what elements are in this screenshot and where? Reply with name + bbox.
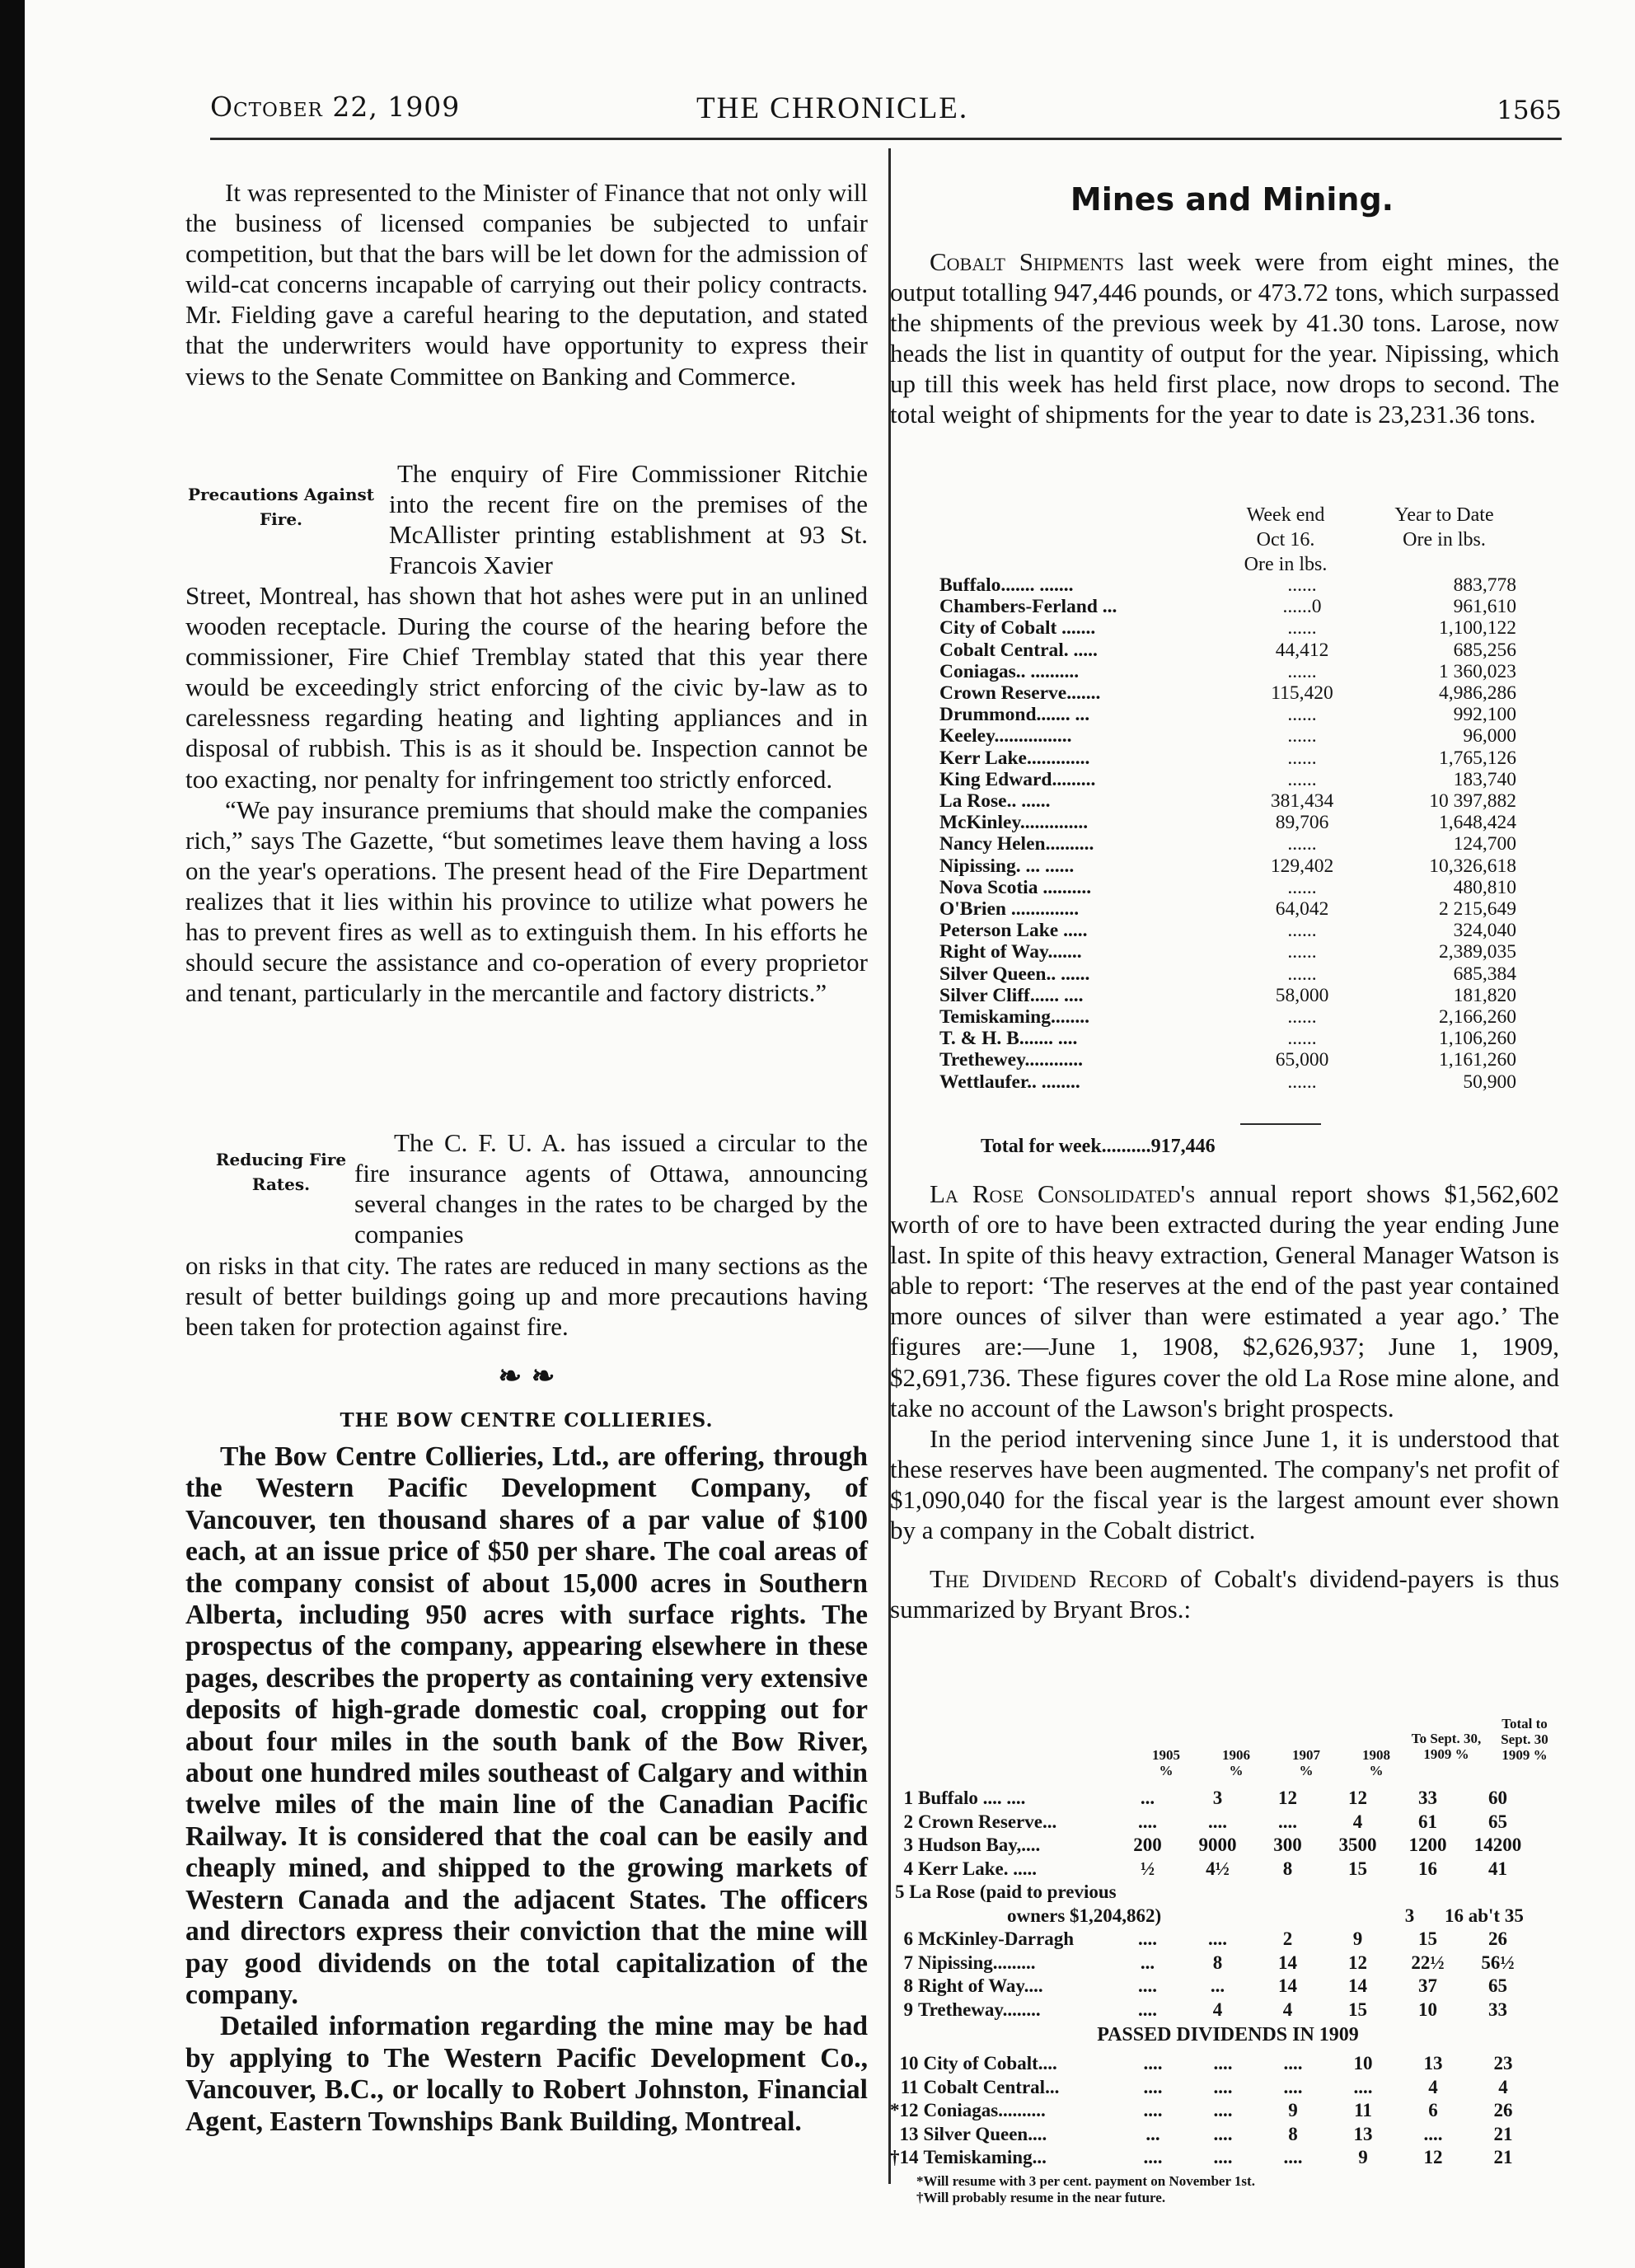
dividend-value: 14200	[1473, 1835, 1522, 1855]
dividend-value: 23	[1493, 2053, 1513, 2074]
shipment-row	[939, 769, 1516, 790]
shipment-week-value: 115,420	[1271, 682, 1333, 705]
passed-dividends-title: PASSED DIVIDENDS IN 1909	[1097, 2024, 1359, 2045]
dividend-value: ...	[1145, 2123, 1160, 2144]
dividend-value: 60	[1488, 1788, 1507, 1808]
dividend-value: 4	[1428, 2076, 1438, 2097]
la-rose-row-1909: 16 ab't 35	[1445, 1905, 1524, 1926]
shipment-row	[939, 898, 1516, 920]
shipment-mine-name: City of Cobalt .......	[939, 617, 1096, 640]
dividend-value: 10	[1353, 2053, 1373, 2074]
shipment-year-value: 1,100,122	[1439, 617, 1516, 640]
shipment-row	[939, 855, 1516, 877]
shipment-week-value: ......	[1287, 660, 1317, 682]
dividend-value: ...	[1140, 1952, 1155, 1973]
dividend-company-name: Buffalo .... ....	[918, 1788, 1026, 1808]
dividend-table	[890, 1787, 1533, 1881]
shipment-row	[939, 877, 1516, 898]
shipment-year-value: 124,700	[1453, 833, 1516, 855]
dividend-value: ....	[1213, 2147, 1233, 2167]
shipment-mine-name: Chambers-Ferland ...	[939, 596, 1117, 618]
shipment-week-value: ......	[1287, 725, 1317, 747]
dividend-value: 12	[1348, 1952, 1367, 1973]
shipment-year-value: 96,000	[1463, 725, 1516, 747]
header-title: THE CHRONICLE.	[696, 91, 969, 125]
la-rose-paragraph-2: In the period intervening since June 1, it is understood that these reserves have been augmented. The company's net profit of $1,090,040 for the fiscal year is the largest amount ever shown by a company in the Cobalt district.	[890, 1423, 1559, 1545]
dividend-value: 12	[1278, 1788, 1297, 1808]
dividend-value: 11	[1354, 2100, 1372, 2120]
dividend-value: 14	[1278, 1952, 1297, 1973]
dividend-value: 65	[1488, 1975, 1507, 1996]
dividend-value: 2	[1282, 1928, 1293, 1949]
dividend-value: ....	[1138, 1928, 1157, 1949]
rates-head-block	[354, 1127, 868, 1249]
dividend-value: ....	[1138, 1999, 1157, 2020]
dividend-value: 8	[1282, 1858, 1293, 1879]
sidenote-reducing-rates: Reducing Fire Rates.	[215, 1150, 347, 1194]
dividend-value: 4	[1352, 1811, 1363, 1832]
dividend-company-name: Tretheway........	[918, 1999, 1041, 2020]
dividend-row	[890, 1858, 1533, 1881]
dividend-intro-paragraph	[890, 1563, 1559, 1624]
dividend-row-number: 11	[900, 2076, 919, 2097]
dividend-value: 37	[1418, 1975, 1437, 1996]
dividend-company-name: Temiskaming...	[923, 2147, 1047, 2167]
dividend-value: ...	[1140, 1788, 1155, 1808]
shipment-row	[939, 812, 1516, 833]
dividend-company-name: Hudson Bay,....	[918, 1835, 1041, 1855]
dividend-value: 14	[1278, 1975, 1297, 1996]
dividend-company-name: Crown Reserve...	[918, 1811, 1057, 1832]
shipment-year-value: 1 360,023	[1439, 660, 1516, 682]
shipment-mine-name: Coniagas.. ..........	[939, 660, 1080, 682]
dividend-value: ....	[1143, 2076, 1163, 2097]
dividend-row	[890, 1811, 1533, 1835]
shipment-year-value: 50,900	[1463, 1071, 1516, 1093]
precautions-body-block	[185, 580, 868, 1008]
shipment-mine-name: Nancy Helen..........	[939, 833, 1094, 855]
div-header-1906: 1906 %	[1222, 1747, 1250, 1778]
dividend-value: ....	[1213, 2123, 1233, 2144]
dividend-company-name: Right of Way....	[918, 1975, 1043, 1996]
dividend-value: ....	[1213, 2100, 1233, 2120]
dividend-value: 4	[1498, 2076, 1508, 2097]
dividend-company-name: City of Cobalt....	[923, 2053, 1057, 2074]
shipment-mine-name: Cobalt Central. .....	[939, 639, 1098, 661]
shipment-week-value: ......	[1287, 747, 1317, 769]
cobalt-shipments-block	[890, 246, 1559, 430]
shipment-week-value: ......0	[1282, 596, 1322, 618]
dividend-value: 21	[1493, 2147, 1513, 2167]
dividend-value: 26	[1488, 1928, 1507, 1949]
cobalt-shipments-text: last week were from eight mines, the output totalling 947,446 pounds, or 473.72 tons, which surpassed the shipments of the previous week by 41.30 tons. Larose, now heads the list in quantity of output for the year. Nipissing, which up till this week has held first place, now drops to second. The total weight of shipments for the year to date is 23,231.36 tons.	[890, 247, 1559, 429]
shipment-mine-name: Nova Scotia ..........	[939, 876, 1092, 898]
dividend-row-number: 10	[899, 2053, 919, 2074]
dividend-value: 9	[1358, 2147, 1368, 2167]
la-rose-lead: La Rose Consolidated's	[930, 1179, 1196, 1208]
dividend-value: 6	[1428, 2100, 1438, 2120]
passed-dividend-row	[890, 2146, 1539, 2170]
dividend-value: 12	[1423, 2147, 1443, 2167]
shipment-row	[939, 640, 1516, 661]
shipment-week-value: ......	[1287, 1071, 1317, 1093]
page-binding-edge	[0, 0, 25, 2268]
shipment-mine-name: Temiskaming........	[939, 1006, 1089, 1029]
la-rose-block	[890, 1179, 1559, 1624]
dividend-value: 4	[1212, 1999, 1223, 2020]
shipment-year-value: 1,648,424	[1439, 812, 1516, 834]
shipment-row	[939, 941, 1516, 963]
shipment-mine-name: Nipissing. ... ......	[939, 855, 1075, 877]
dividend-value: 26	[1493, 2100, 1513, 2120]
bow-centre-paragraph-1: The Bow Centre Collieries, Ltd., are offering, through the Western Pacific Development Company, of Vancouver, ten thousand shares of a par value of $100 each, at an issue price of $50 per share. The coal areas of the company consist of about 15,000 acres in Southern Alberta, including 950 acres with surface rights. The prospectus of the company, appearing elsewhere in these pages, describes the property as containing very extensive deposits of high-grade domestic coal, cropping out for about four miles in the south bank of the Bow River, about one hundred miles southeast of Calgary and within twelve miles of the main line of the Canadian Pacific Railway. It is considered that the coal can be easily and cheaply mined, and shipped to the growing markets of Western Canada and the adjacent States. The officers and directors express their conviction that the mine will pay good dividends on the total capitalization of the company.	[185, 1441, 868, 2010]
dividend-value: 33	[1418, 1788, 1437, 1808]
shipment-week-value: 58,000	[1275, 984, 1329, 1006]
dividend-value: 4½	[1206, 1858, 1230, 1879]
dividend-value: ....	[1143, 2147, 1163, 2167]
dividend-value: ....	[1278, 1811, 1297, 1832]
shipment-week-value: ......	[1287, 574, 1317, 596]
div-header-1905: 1905 %	[1152, 1747, 1180, 1778]
la-rose-dividend-row	[895, 1881, 1571, 1928]
dividend-value: ....	[1138, 1975, 1157, 1996]
footnote-coniagas: *Will resume with 3 per cent. payment on November 1st.	[916, 2173, 1255, 2189]
dividend-row	[890, 1787, 1533, 1811]
shipment-year-value: 685,256	[1453, 639, 1516, 661]
mines-section-title: Mines and Mining.	[1070, 181, 1394, 218]
dividend-value: 22½	[1411, 1952, 1445, 1973]
shipment-row	[939, 1049, 1516, 1071]
shipment-week-value: 65,000	[1275, 1049, 1329, 1071]
shipment-row	[939, 963, 1516, 985]
dividend-value: 200	[1133, 1835, 1162, 1855]
shipment-mine-name: Crown Reserve.......	[939, 682, 1101, 705]
bow-centre-article	[185, 1441, 868, 2138]
dividend-row-number: 6	[903, 1928, 913, 1949]
dividend-row	[890, 1928, 1533, 1952]
dividend-value: ....	[1283, 2147, 1303, 2167]
shipment-mine-name: O'Brien ..............	[939, 898, 1080, 921]
gazette-quote-paragraph: “We pay insurance premiums that should make the companies rich,” says The Gazette, “but sometimes leave them having a loss on the year's operations. The present head of the Fire Department realizes that it lies within his province to utilize what powers he has to prevent fires as well as to extinguish them. In his efforts he should secure the assistance and co-operation of every proprietor and tenant, particularly in the mercantile and factory districts.”	[185, 794, 868, 1008]
dividend-value: 4	[1282, 1999, 1293, 2020]
shipment-week-value: ......	[1287, 876, 1317, 898]
dividend-row	[890, 1952, 1533, 1975]
rates-body-block	[185, 1250, 868, 1342]
dividend-company-name: Nipissing.........	[918, 1952, 1036, 1973]
passed-dividend-row	[890, 2123, 1539, 2147]
shipment-year-value: 1,106,260	[1439, 1028, 1516, 1050]
passed-dividend-row	[890, 2099, 1539, 2123]
dividend-value: 9000	[1198, 1835, 1237, 1855]
shipment-year-value: 685,384	[1453, 963, 1516, 985]
shipment-row	[939, 1006, 1516, 1028]
shipment-year-value: 324,040	[1453, 920, 1516, 942]
dividend-row-number: 7	[903, 1952, 913, 1973]
dividend-row-number: 1	[903, 1788, 913, 1808]
page-number: 1565	[1497, 96, 1562, 125]
dividend-value: 13	[1423, 2053, 1443, 2074]
dividend-intro-text: of Cobalt's dividend-payers is thus summarized by Bryant Bros.:	[890, 1564, 1560, 1624]
shipment-week-value: ......	[1287, 963, 1317, 985]
dividend-value: 16	[1418, 1858, 1437, 1879]
shipment-row	[939, 1028, 1516, 1049]
dividend-value: ....	[1353, 2076, 1373, 2097]
dividend-row-number: †14	[890, 2147, 919, 2167]
shipments-total-value: 917,446	[1150, 1136, 1216, 1157]
shipment-year-value: 1,161,260	[1439, 1049, 1516, 1071]
finance-minister-paragraph: It was represented to the Minister of Finance that not only will the business of licensed companies be subjected to unfair competition, but that the bars will be let down for the admission of wild-cat concerns incapable of carrying out their policy contracts. Mr. Fielding gave a careful hearing to the deputation, and stated that the underwriters would have opportunity to express their views to the Senate Committee on Banking and Commerce.	[185, 178, 868, 391]
header-rule	[210, 138, 1562, 140]
precautions-paragraph-head: The enquiry of Fire Commissioner Ritchie into the recent fire on the premises of the McAllister printing establishment at 93 St. Francois Xavier	[389, 459, 868, 580]
shipment-year-value: 961,610	[1453, 596, 1516, 618]
shipment-mine-name: Wettlaufer.. ........	[939, 1071, 1080, 1093]
shipment-row	[939, 704, 1516, 725]
shipment-mine-name: Trethewey............	[939, 1049, 1084, 1071]
shipment-row	[939, 833, 1516, 855]
shipment-year-value: 10,326,618	[1429, 855, 1516, 877]
dividend-company-name: Cobalt Central...	[923, 2076, 1060, 2097]
shipment-mine-name: Buffalo....... .......	[939, 574, 1074, 596]
passed-dividend-row	[890, 2076, 1539, 2100]
dividend-row	[890, 1975, 1533, 1999]
shipment-mine-name: Kerr Lake.............	[939, 747, 1090, 769]
dividend-value: ....	[1283, 2076, 1303, 2097]
shipment-row	[939, 920, 1516, 941]
shipment-mine-name: Silver Cliff...... ....	[939, 984, 1084, 1006]
shipment-year-value: 992,100	[1453, 704, 1516, 726]
shipment-week-value: 381,434	[1270, 790, 1334, 813]
la-rose-row-1908: 3	[1404, 1905, 1415, 1926]
div-header-total: Total to Sept. 30 1909 %	[1501, 1716, 1548, 1763]
div-header-1907: 1907 %	[1292, 1747, 1320, 1778]
dividend-value: ....	[1208, 1811, 1227, 1832]
shipments-table	[939, 574, 1516, 1093]
shipment-mine-name: Silver Queen.. ......	[939, 963, 1090, 985]
dividend-value: 33	[1488, 1999, 1507, 2020]
shipment-row	[939, 1071, 1516, 1093]
dividend-value: ....	[1143, 2100, 1163, 2120]
dividend-table-continued	[890, 1928, 1533, 2022]
dividend-value: ....	[1423, 2123, 1443, 2144]
shipment-week-value: 89,706	[1275, 812, 1329, 834]
dividend-value: 8	[1288, 2123, 1298, 2144]
shipments-total-rule	[1240, 1123, 1321, 1125]
shipment-week-value: ......	[1287, 768, 1317, 790]
dividend-value: 15	[1348, 1999, 1367, 2020]
dividend-value: ....	[1283, 2053, 1303, 2074]
bow-centre-heading: THE BOW CENTRE COLLIERIES.	[340, 1409, 714, 1432]
cobalt-shipments-lead: Cobalt Shipments	[930, 247, 1125, 276]
dividend-value: ½	[1140, 1858, 1155, 1879]
shipment-week-value: ......	[1287, 1028, 1317, 1050]
dividend-row	[890, 1834, 1533, 1858]
shipments-total-row	[981, 1136, 1216, 1158]
dividend-value: 8	[1212, 1952, 1223, 1973]
rates-paragraph-head: The C. F. U. A. has issued a circular to the fire insurance agents of Ottawa, announcing several changes in the rates to be charged by the companies	[354, 1128, 868, 1249]
dividend-value: 15	[1348, 1858, 1367, 1879]
shipment-mine-name: La Rose.. ......	[939, 790, 1051, 813]
dividend-value: ...	[1210, 1975, 1225, 1996]
header-date: October 22, 1909	[210, 91, 461, 123]
precautions-paragraph-rest: Street, Montreal, has shown that hot ashes were put in an unlined wooden receptacle. During the course of the hearing before the commissioner, Fire Chief Tremblay stated that this year there would be exceedingly strict enforcing of the civic by-law as to carelessness regarding heating and lighting appliances and in disposal of rubbish. This is as it should be. Inspection cannot be too exacting, nor penalty for infringement too strictly enforced.	[185, 581, 868, 794]
dividend-row-number: 3	[903, 1835, 913, 1855]
shipment-mine-name: T. & H. B....... ....	[939, 1028, 1078, 1050]
footnote-temiskaming: †Will probably resume in the near future.	[916, 2190, 1166, 2205]
dividend-value: ....	[1138, 1811, 1157, 1832]
la-rose-paragraph-1	[890, 1179, 1559, 1423]
dividend-value: ....	[1213, 2053, 1233, 2074]
shipment-row	[939, 661, 1516, 682]
shipment-year-value: 183,740	[1453, 768, 1516, 790]
shipment-year-value: 2 215,649	[1439, 898, 1516, 921]
sidenote-precautions: Precautions Against Fire.	[187, 485, 374, 529]
shipment-mine-name: Peterson Lake .....	[939, 920, 1088, 942]
div-header-to-sept: To Sept. 30, 1909 %	[1411, 1731, 1482, 1762]
dividend-value: 12	[1348, 1788, 1367, 1808]
dividend-value: ....	[1208, 1928, 1227, 1949]
la-rose-row-line-1: 5 La Rose (paid to previous	[895, 1881, 1117, 1902]
shipment-row	[939, 747, 1516, 769]
shipments-header-year: Year to Date Ore in lbs.	[1394, 504, 1494, 551]
shipment-week-value: ......	[1287, 920, 1317, 942]
shipment-row	[939, 985, 1516, 1006]
dividend-value: 65	[1488, 1811, 1507, 1832]
shipment-year-value: 480,810	[1453, 876, 1516, 898]
shipment-week-value: ......	[1287, 1006, 1317, 1029]
shipment-week-value: ......	[1287, 704, 1317, 726]
shipment-year-value: 181,820	[1453, 984, 1516, 1006]
dividend-row-number: *12	[890, 2100, 919, 2120]
section-ornament: ❧ ❧	[498, 1360, 555, 1393]
rates-paragraph-rest: on risks in that city. The rates are reduced in many sections as the result of better buildings going up and more precautions having been taken for protection against fire.	[185, 1251, 868, 1342]
shipment-row	[939, 682, 1516, 704]
shipment-week-value: ......	[1287, 617, 1317, 640]
shipment-week-value: ......	[1287, 941, 1317, 963]
shipments-total-label: Total for week..........	[981, 1136, 1151, 1157]
dividend-value: 15	[1418, 1928, 1437, 1949]
dividend-value: 41	[1488, 1858, 1507, 1879]
left-column	[185, 177, 868, 391]
dividend-row-number: 9	[903, 1999, 913, 2020]
shipment-year-value: 10 397,882	[1429, 790, 1516, 813]
dividend-value: ....	[1143, 2053, 1163, 2074]
shipment-mine-name: McKinley..............	[939, 812, 1089, 834]
shipment-week-value: 44,412	[1275, 639, 1329, 661]
dividend-lead: The Dividend Record	[930, 1564, 1168, 1594]
dividend-company-name: Silver Queen....	[923, 2123, 1047, 2144]
shipment-row	[939, 617, 1516, 639]
dividend-company-name: Kerr Lake. .....	[918, 1858, 1037, 1879]
dividend-value: 10	[1418, 1999, 1437, 2020]
la-rose-row-line-2: owners $1,204,862)	[1007, 1905, 1162, 1926]
shipment-mine-name: King Edward.........	[939, 768, 1096, 790]
dividend-value: 21	[1493, 2123, 1513, 2144]
page-header	[210, 91, 1562, 129]
shipment-row	[939, 574, 1516, 596]
shipment-year-value: 4,986,286	[1439, 682, 1516, 705]
shipment-year-value: 2,389,035	[1439, 941, 1516, 963]
dividend-value: 14	[1348, 1975, 1367, 1996]
cobalt-shipments-paragraph	[890, 246, 1559, 430]
dividend-row-number: 8	[903, 1975, 913, 1996]
shipment-year-value: 2,166,260	[1439, 1006, 1516, 1029]
dividend-value: 9	[1288, 2100, 1298, 2120]
shipment-year-value: 1,765,126	[1439, 747, 1516, 769]
shipment-year-value: 883,778	[1453, 574, 1516, 596]
dividend-value: 1200	[1408, 1835, 1447, 1855]
div-header-1908: 1908 %	[1362, 1747, 1390, 1778]
dividend-value: 9	[1352, 1928, 1363, 1949]
shipment-row	[939, 790, 1516, 812]
shipment-week-value: 129,402	[1270, 855, 1334, 877]
shipments-header-week: Week end Oct 16. Ore in lbs.	[1244, 504, 1328, 575]
dividend-value: 13	[1353, 2123, 1373, 2144]
dividend-row-number: 13	[899, 2123, 919, 2144]
passed-dividends-table	[890, 2052, 1539, 2170]
la-rose-text: annual report shows $1,562,602 worth of ore to have been extracted during the year ending June last. In spite of this heavy extraction, General Manager Watson is able to report: ‘The reserves at the end of the past year contained more ounces of silver than were estimated a year ago.’ The figures are:—June 1, 1908, $2,626,937; June 1, 1909, $2,691,736. These figures cover the old La Rose mine alone, and take no account of the Lawson's bright prospects.	[890, 1179, 1559, 1422]
shipment-mine-name: Drummond....... ...	[939, 704, 1090, 726]
shipment-row	[939, 596, 1516, 617]
dividend-value: 56½	[1481, 1952, 1515, 1973]
dividend-row-number: 4	[903, 1858, 913, 1879]
bow-centre-paragraph-2: Detailed information regarding the mine may be had by applying to The Western Pacific Development Co., Vancouver, B.C., or locally to Robert Johnston, Financial Agent, Eastern Townships Bank Building, Montreal.	[185, 2011, 868, 2137]
dividend-company-name: Coniagas..........	[923, 2100, 1046, 2120]
dividend-value: 3500	[1338, 1835, 1377, 1855]
dividend-value: 300	[1273, 1835, 1302, 1855]
dividend-row-number: 2	[903, 1811, 913, 1832]
dividend-value: ....	[1213, 2076, 1233, 2097]
shipment-row	[939, 725, 1516, 747]
dividend-company-name: McKinley-Darragh	[918, 1928, 1075, 1949]
shipment-week-value: 64,042	[1275, 898, 1329, 921]
precautions-head-block	[389, 458, 868, 580]
shipment-mine-name: Right of Way.......	[939, 941, 1082, 963]
dividend-value: 61	[1418, 1811, 1437, 1832]
shipment-week-value: ......	[1287, 833, 1317, 855]
shipment-mine-name: Keeley................	[939, 725, 1072, 747]
passed-dividend-row	[890, 2052, 1539, 2076]
dividend-row	[890, 1999, 1533, 2022]
dividend-value: 3	[1212, 1788, 1223, 1808]
